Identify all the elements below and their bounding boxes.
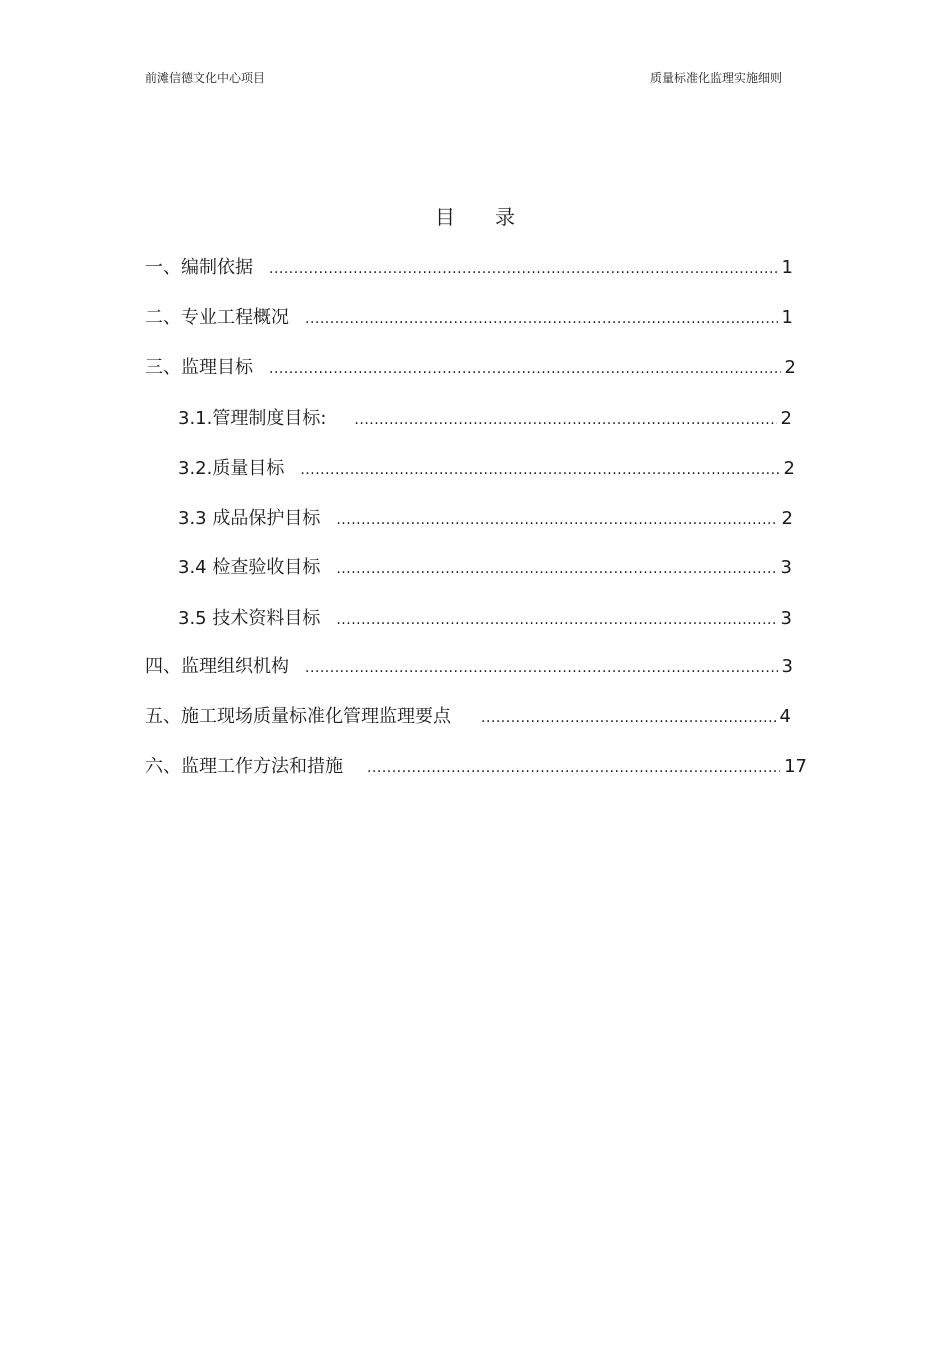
toc-entry-page: 3: [780, 608, 792, 629]
toc-entry[interactable]: [145, 306, 793, 330]
toc-dot-leader: [269, 257, 778, 281]
toc-entry[interactable]: [178, 507, 793, 531]
toc-entry-page: 2: [780, 408, 792, 429]
toc-entry-page: 1: [781, 307, 793, 328]
toc-entry-label: 二、专业工程概况: [145, 307, 289, 328]
toc-entry[interactable]: [178, 407, 792, 431]
toc-entry-label: 3.3 成品保护目标: [178, 508, 321, 529]
toc-entry-label: 五、施工现场质量标准化管理监理要点: [145, 706, 451, 727]
toc-entry-label: 六、监理工作方法和措施: [145, 756, 343, 777]
toc-entry-page: 2: [781, 508, 793, 529]
toc-entry-label: 3.2.质量目标: [178, 458, 285, 479]
toc-title: 目录: [435, 205, 555, 229]
toc-dot-leader: [300, 458, 779, 482]
toc-entry[interactable]: [178, 607, 792, 631]
toc-entry[interactable]: [178, 556, 792, 580]
toc-entry[interactable]: [145, 705, 791, 729]
toc-dot-leader: [305, 307, 778, 331]
toc-entry-page: 1: [781, 257, 793, 278]
toc-dot-leader: [367, 756, 780, 780]
toc-entry-page: 2: [783, 458, 795, 479]
toc-dot-leader: [305, 656, 778, 680]
toc-entry[interactable]: [145, 755, 807, 779]
toc-entry-page: 17: [784, 756, 807, 777]
toc-entry-label: 3.1.管理制度目标:: [178, 408, 327, 429]
toc-dot-leader: [481, 706, 776, 730]
toc-entry[interactable]: [145, 256, 793, 280]
toc-dot-leader: [336, 557, 776, 581]
toc-entry-page: 4: [779, 706, 791, 727]
toc-entry[interactable]: [178, 457, 795, 481]
toc-dot-leader: [336, 508, 777, 532]
running-header-project: 前滩信德文化中心项目: [145, 71, 266, 85]
toc-entry-label: 3.4 检查验收目标: [178, 557, 321, 578]
toc-entry-label: 3.5 技术资料目标: [178, 608, 321, 629]
toc-dot-leader: [269, 357, 781, 381]
running-header-document-title: 质量标准化监理实施细则: [649, 71, 782, 85]
toc-entry-label: 四、监理组织机构: [145, 656, 289, 677]
toc-entry-page: 2: [784, 357, 796, 378]
toc-dot-leader: [354, 408, 776, 432]
toc-entry-label: 三、监理目标: [145, 357, 253, 378]
toc-entry[interactable]: [145, 655, 793, 679]
toc-entry-page: 3: [781, 656, 793, 677]
toc-entry-label: 一、编制依据: [145, 257, 253, 278]
toc-dot-leader: [336, 608, 776, 632]
toc-entry[interactable]: [145, 356, 796, 380]
toc-entry-page: 3: [780, 557, 792, 578]
